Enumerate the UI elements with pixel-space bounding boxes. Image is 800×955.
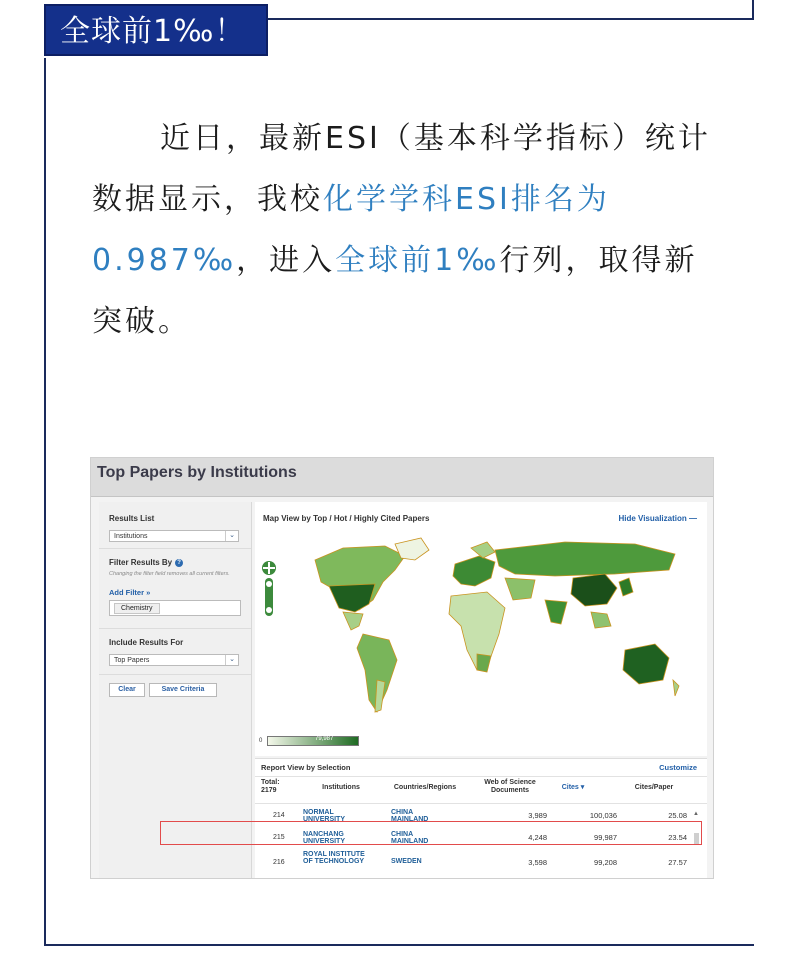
- scroll-up-icon[interactable]: ▲: [693, 811, 699, 817]
- minus-icon: —: [689, 514, 697, 523]
- section-heading: 全球前1‰！: [44, 4, 268, 56]
- map-label: Map View by Top / Hot / Highly Cited Papers: [263, 514, 430, 523]
- paragraph-text-3: 行列，取得新突破。: [92, 243, 698, 339]
- chevron-down-icon: ⌄: [225, 655, 238, 665]
- news-paragraph: [92, 108, 722, 352]
- row-institution-link[interactable]: NORMAL UNIVERSITY: [303, 809, 346, 823]
- map-zoom-controls[interactable]: [261, 556, 277, 620]
- world-map[interactable]: [255, 530, 707, 730]
- row-rank: 215: [273, 834, 285, 841]
- filter-chip-box[interactable]: [109, 600, 241, 616]
- map-panel: [255, 502, 707, 756]
- row-institution-link[interactable]: NANCHANG UNIVERSITY: [303, 831, 346, 845]
- include-select[interactable]: Top Papers ⌄: [109, 654, 239, 666]
- paragraph-text-2: ，进入: [236, 243, 336, 278]
- filter-note: Changing the filter field removes all current filters.: [109, 571, 230, 577]
- row-country-link[interactable]: CHINA MAINLAND: [391, 831, 429, 845]
- row-cites: 99,208: [594, 858, 617, 867]
- institutions-header[interactable]: Institutions: [322, 784, 360, 791]
- filter-chip-chemistry[interactable]: Chemistry: [114, 603, 160, 614]
- row-country-link[interactable]: SWEDEN: [391, 858, 422, 865]
- paragraph-text-1: 近日，最新ESI（基本科学指标）统计数据显示，我校: [92, 121, 711, 217]
- include-section: [99, 628, 251, 675]
- row-rank: 216: [273, 859, 285, 866]
- wos-documents-header[interactable]: Web of Science Documents: [484, 779, 536, 794]
- esi-screenshot: [90, 457, 714, 879]
- row-cites: 100,036: [589, 811, 617, 820]
- cites-header[interactable]: Cites ▾: [561, 784, 585, 791]
- row-cites-paper: 23.54: [668, 833, 687, 842]
- row-docs: 4,248: [528, 833, 547, 842]
- paragraph-highlight-ranking: 化学学科ESI排名为0.987‰: [92, 182, 610, 278]
- results-list-select[interactable]: Institutions ⌄: [109, 530, 239, 542]
- filter-label: Filter Results By ?: [109, 558, 183, 567]
- help-icon[interactable]: ?: [175, 559, 183, 567]
- frame-top-line: [268, 18, 754, 20]
- row-country-link[interactable]: CHINA MAINLAND: [391, 809, 429, 823]
- results-list-label: Results List: [109, 514, 155, 523]
- color-legend-bar: [267, 736, 359, 746]
- report-label: Report View by Selection: [261, 763, 351, 772]
- include-label: Include Results For: [109, 638, 184, 647]
- hide-visualization-link[interactable]: Hide Visualization —: [618, 514, 697, 523]
- save-criteria-button[interactable]: Save Criteria: [149, 683, 217, 697]
- filter-section: [99, 548, 251, 629]
- screenshot-title: Top Papers by Institutions: [97, 464, 297, 481]
- legend-max-label: 79,987: [315, 736, 334, 742]
- clear-button[interactable]: Clear: [109, 683, 145, 697]
- row-institution-link[interactable]: ROYAL INSTITUTE OF TECHNOLOGY: [303, 851, 365, 865]
- customize-link[interactable]: Customize: [659, 763, 697, 772]
- screenshot-header: [91, 458, 713, 497]
- row-rank: 214: [273, 812, 285, 819]
- total-header: Total: 2179: [261, 779, 280, 794]
- chevron-down-icon: ⌄: [225, 531, 238, 541]
- frame-left-line: [44, 58, 46, 946]
- cites-per-paper-header[interactable]: Cites/Paper: [634, 784, 674, 791]
- frame-bottom-line: [44, 944, 754, 946]
- row-cites: 99,987: [594, 833, 617, 842]
- frame-right-line: [752, 0, 754, 20]
- report-panel: [255, 758, 707, 879]
- paragraph-highlight-top: 全球前1‰: [335, 243, 500, 278]
- legend-min-label: 0: [259, 738, 263, 744]
- row-cites-paper: 27.57: [668, 858, 687, 867]
- results-list-section: [99, 502, 251, 549]
- highlight-box-nanchang: [160, 821, 702, 845]
- countries-header[interactable]: Countries/Regions: [393, 784, 457, 791]
- row-cites-paper: 25.08: [668, 811, 687, 820]
- add-filter-link[interactable]: Add Filter »: [109, 588, 151, 597]
- row-docs: 3,989: [528, 811, 547, 820]
- row-docs: 3,598: [528, 858, 547, 867]
